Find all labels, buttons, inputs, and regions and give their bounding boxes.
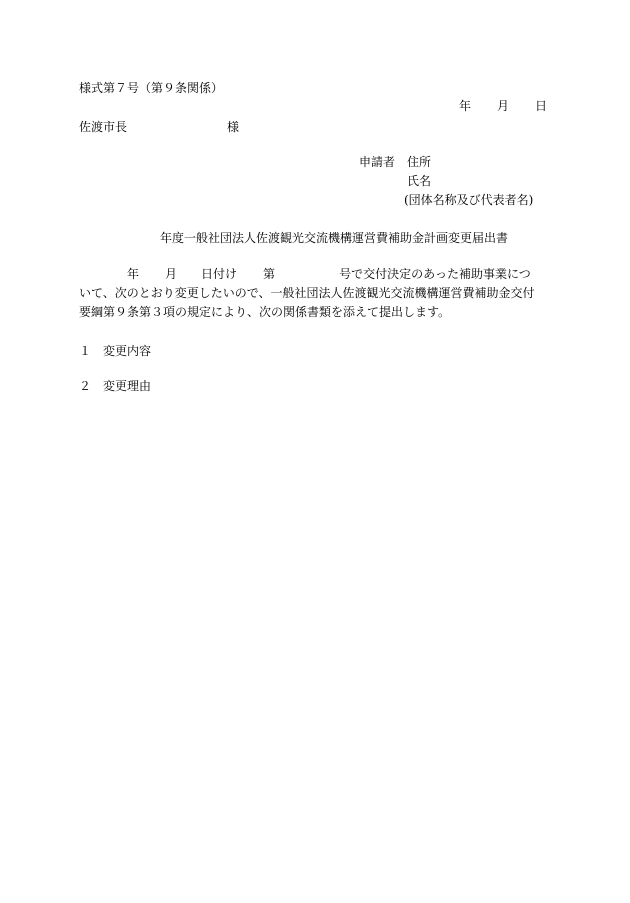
list-item <box>79 378 151 394</box>
body-date-suffix: 日付け <box>201 267 238 281</box>
item-number: ２ <box>79 379 92 393</box>
date-day: 日 <box>535 99 548 113</box>
body-line-2: いて、次のとおり変更したいので、一般社団法人佐渡観光交流機構運営費補助金交付 <box>79 286 535 300</box>
date-line <box>459 98 547 114</box>
addressee-honorific: 様 <box>227 120 240 134</box>
item-label: 変更理由 <box>103 379 152 393</box>
body-line1-rest: 号で交付決定のあった補助事業につ <box>339 267 531 281</box>
applicant-label: 申請者 <box>359 155 396 169</box>
document-title: 年度一般社団法人佐渡観光交流機構運営費補助金計画変更届出書 <box>160 231 509 245</box>
addressee-line <box>79 119 239 135</box>
body-line-3: 要綱第９条第３項の規定により、次の関係書類を添えて提出します。 <box>79 305 451 319</box>
applicant-org-note: (団体名称及び代表者名) <box>404 193 534 207</box>
list-item <box>79 343 151 359</box>
body-dai: 第 <box>263 267 276 281</box>
applicant-address-line <box>359 154 431 170</box>
body-year: 年 <box>127 267 140 281</box>
item-label: 変更内容 <box>103 344 152 358</box>
body-line-1 <box>79 265 549 284</box>
body-paragraph <box>79 265 549 322</box>
date-year: 年 <box>459 99 472 113</box>
addressee-name: 佐渡市長 <box>79 120 128 134</box>
item-number: １ <box>79 344 92 358</box>
date-month: 月 <box>497 99 510 113</box>
body-month: 月 <box>165 267 178 281</box>
applicant-name-label: 氏名 <box>407 174 432 188</box>
address-label: 住所 <box>407 155 432 169</box>
form-label: 様式第７号（第９条関係） <box>79 81 224 95</box>
